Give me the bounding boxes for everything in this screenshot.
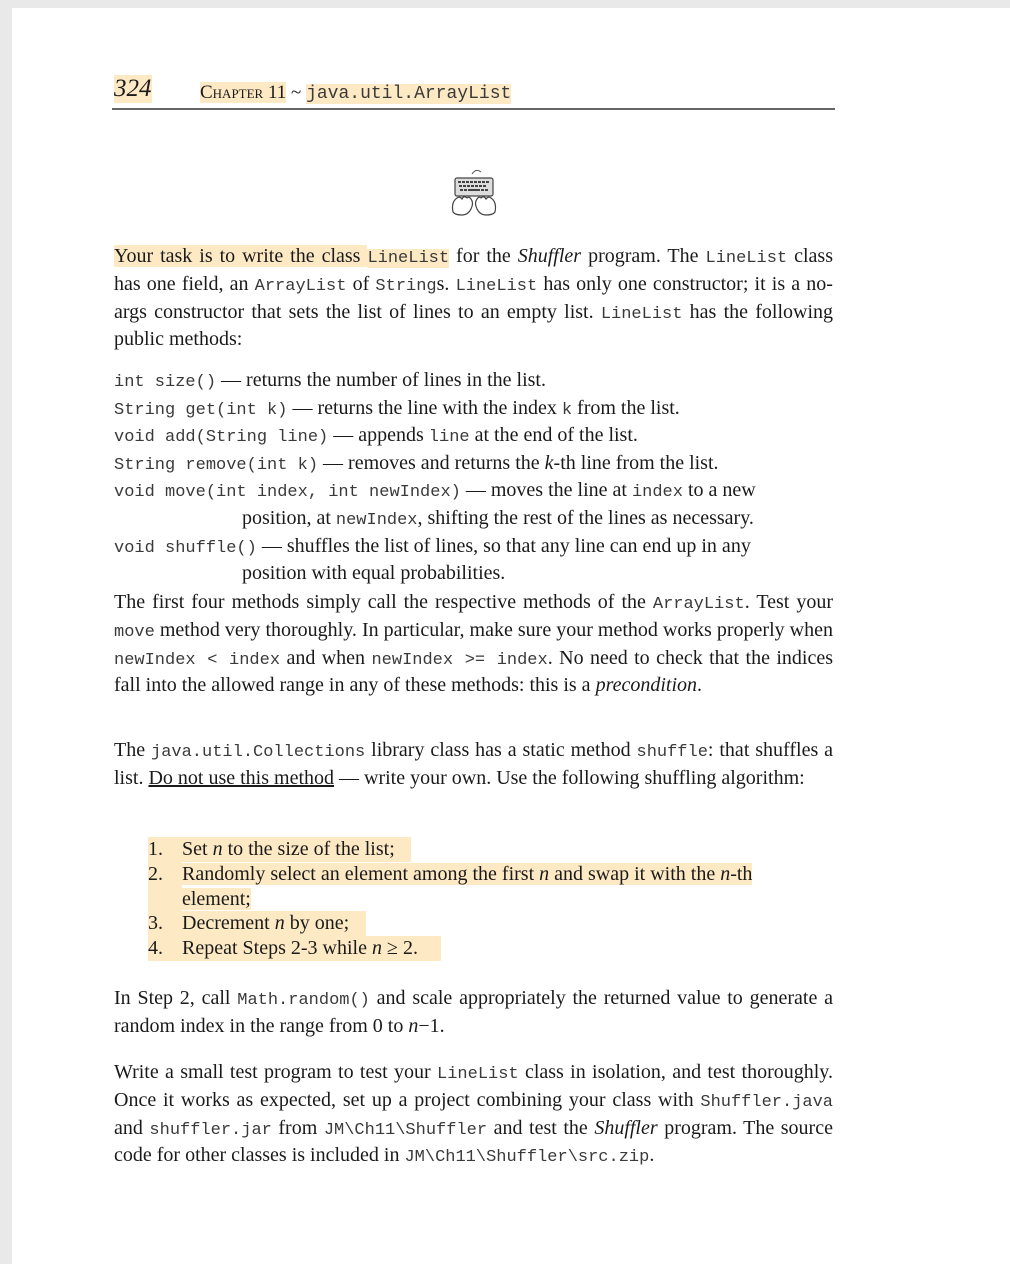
keyboard-hands-icon <box>449 168 499 229</box>
page-number: 324 <box>114 75 152 102</box>
method-item: String get(int k) — returns the line with the index k from the list. <box>114 396 680 420</box>
page-header <box>112 75 835 110</box>
document-page <box>12 8 1010 1264</box>
algorithm-steps <box>148 837 782 961</box>
method-list <box>114 368 833 586</box>
intro-paragraph: Your task is to write the class LineList for the Shuffler program. The LineList class has one field, an ArrayList of Strings. LineList has only one constructor; it is a no-args constructor that sets the list of lines to an empty list. LineList has the following public methods: <box>114 245 833 351</box>
method-item: void add(String line) — appends line at the end of the list. <box>114 424 638 448</box>
list-item: 3. Decrement n by one; <box>148 911 366 936</box>
methods-note-paragraph: The first four methods simply call the respective methods of the ArrayList. Test your move method very thoroughly. In particular, make sure your method works properly when newIndex < index and when newIndex >= index. No need to check that the indices fall into the allowed range in any of these methods: this is a precondition. <box>114 591 834 697</box>
shuffle-paragraph: The java.util.Collections library class has a static method shuffle: that shuffles a list. Do not use this method — write your own. Use the following shuffling algorithm: <box>114 739 834 789</box>
method-item: String remove(int k) — removes and returns the k-th line from the list. <box>114 451 719 475</box>
method-item: int size() — returns the number of lines in the list. <box>114 369 546 392</box>
method-continuation: position with equal probabilities. <box>242 562 506 585</box>
method-continuation: position, at newIndex, shifting the rest of the lines as necessary. <box>242 506 754 530</box>
method-item: void move(int index, int newIndex) — moves the line at index to a new <box>114 479 756 503</box>
list-item: 4. Repeat Steps 2-3 while n ≥ 2. <box>148 936 441 961</box>
list-item: 2. Randomly select an element among the first n and swap it with the n-th element; <box>148 862 753 910</box>
chapter-title: Chapter 11 ~ java.util.ArrayList <box>200 82 512 104</box>
method-item: void shuffle() — shuffles the list of lines, so that any line can end up in any <box>114 534 751 558</box>
test-paragraph: Write a small test program to test your LineList class in isolation, and test thoroughly. Once it works as expected, set up a project combining your class with Shuffler.java and shuffler.jar from JM\Ch11\Shuffler and test the Shuffler program. The source code for other classes is included in JM\Ch11\Shuffler\src.zip. <box>114 1061 834 1168</box>
step2-paragraph: In Step 2, call Math.random() and scale appropriately the returned value to generate a random index in the range from 0 to n−1. <box>114 987 833 1037</box>
list-item: 1. Set n to the size of the list; <box>148 837 411 862</box>
